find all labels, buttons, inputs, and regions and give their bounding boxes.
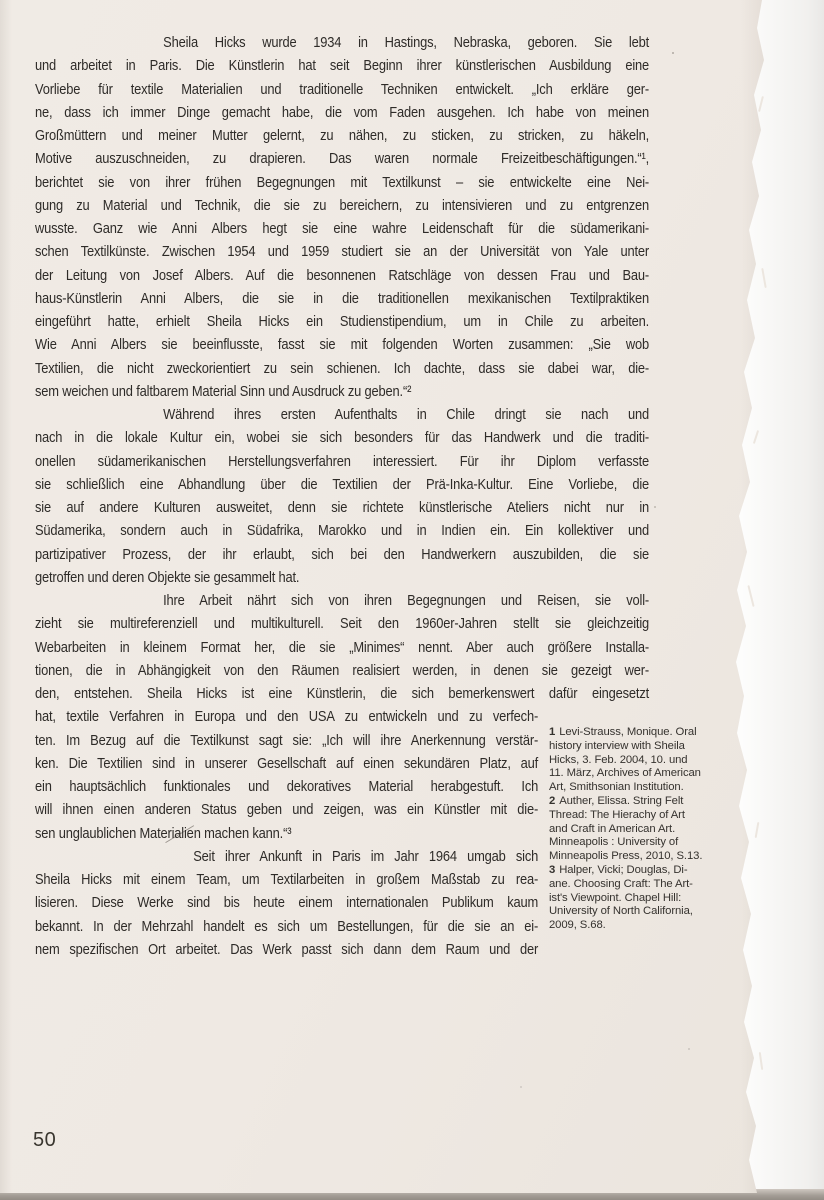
footnote-line: history interview with Sheila (549, 739, 685, 752)
footnote-number: 3 (549, 863, 556, 876)
text-line: hat, textile Verfahren in Europa und den USA zu entwickeln und zu verfech- (35, 708, 539, 726)
text-line: berichtet sie von ihrer frühen Begegnungen mit Textilkunst – sie entwickelte eine Nei- (35, 173, 650, 191)
paper-speck (520, 1086, 522, 1088)
footnote-text: Halper, Vicki; Douglas, Di- (559, 863, 688, 876)
text-line: will ihnen einen anderen Status geben und zeigen, was ein Künstler mit die- (35, 801, 539, 819)
text-line: ten. Im Bezug auf die Textilkunst sagt sie: „Ich will ihre Anerkennung verstär- (35, 731, 539, 749)
text-line: zieht sie multireferenziell und multikulturell. Seit den 1960er-Jahren stellt sie gleichzeitig (35, 615, 650, 633)
footnote-line (549, 726, 749, 740)
text-line: Motive auszuschneiden, zu drapieren. Das waren normale Freizeitbeschäftigungen.“¹, (35, 150, 650, 168)
footnote-line: Art, Smithsonian Institution. (549, 781, 684, 794)
footnote-line: ane. Choosing Craft: The Art- (549, 877, 693, 890)
paper-speck (672, 52, 674, 54)
footnote-line: Thread: The Hierachy of Art (549, 808, 685, 821)
text-line: sen unglaublichen Materialien machen kann.“³ (35, 824, 292, 842)
text-line: tionen, die in Abhängigkeit von den Räumen realisiert werden, in denen sie gezeigt wer- (35, 661, 650, 679)
text-line: partizipativer Prozess, der ihr erlaubt, sich bei den Handwerkern auszubilden, die sie (35, 545, 650, 563)
text-line: gung zu Material und Technik, die sie zu bereichern, zu intensivieren und zu entgrenzen (35, 196, 650, 214)
text-line: der Leitung von Josef Albers. Auf die besonnenen Ratschläge von dessen Frau und Bau- (35, 266, 650, 284)
footnote-line: Minneapolis Press, 2010, S.13. (549, 850, 703, 863)
footnote-number: 1 (549, 726, 556, 738)
footnote-line: 11. März, Archives of American (549, 767, 701, 780)
text-line: Während ihres ersten Aufenthalts in Chile dringt sie nach und (163, 406, 650, 423)
footnote-text: Auther, Elissa. String Felt (559, 794, 684, 807)
text-line: Textilien, die nicht zweckorientiert zu sein schienen. Ich dachte, dass sie dabei war, die- (35, 359, 650, 377)
text-line: getroffen und deren Objekte sie gesammelt hat. (35, 568, 300, 586)
text-line: ein hauptsächlich funktionales und dekoratives Material herabgestuft. Ich (35, 778, 539, 795)
text-line: und arbeitet in Paris. Die Künstlerin hat seit Beginn ihrer künstlerischen Ausbildung eine (35, 57, 650, 75)
footnotes (549, 726, 749, 933)
torn-edge-shade (741, 0, 775, 1193)
text-line: sem weichen und faltbarem Material Sinn und Ausdruck zu geben.“² (35, 382, 412, 400)
footnote-line: ist's Viewpoint. Chapel Hill: (549, 891, 682, 904)
text-line: haus-Künstlerin Anni Albers, die sie in die traditionellen mexikanischen Textilpraktiken (35, 289, 650, 307)
text-line: Sheila Hicks wurde 1934 in Hastings, Nebraska, geboren. Sie lebt (163, 34, 650, 51)
text-line: lisieren. Diese Werke sind bis heute einem internationalen Publikum kaum (35, 894, 539, 912)
footnote-line (549, 864, 749, 878)
footnote-number: 2 (549, 794, 556, 807)
text-line: Großmüttern und meiner Mutter gelernt, zu nähen, zu sticken, zu stricken, zu häkeln, (35, 127, 650, 144)
paper-fiber (747, 585, 754, 607)
paper-left-shade (0, 0, 12, 1193)
paper-fiber (759, 1052, 763, 1070)
text-line: nach in die lokale Kultur ein, wobei sie sich besonders für das Handwerk und die traditi- (35, 429, 650, 447)
text-line: nem spezifischen Ort arbeitet. Das Werk passt sich dann dem Raum und der (35, 940, 539, 958)
paper-fiber (755, 822, 760, 838)
paper-speck (654, 506, 656, 508)
text-line: schen Textilkünste. Zwischen 1954 und 1959 studiert sie an der Universität von Yale unter (35, 243, 650, 261)
page-number: 50 (33, 1129, 57, 1151)
text-line: Südamerika, sondern auch in Südafrika, Marokko und in Indien ein. Ein kollektiver und (35, 522, 650, 540)
text-line: wusste. Ganz wie Anni Albers hegt sie eine wahre Leidenschaft für die südamerikani- (35, 220, 650, 237)
text-line: ken. Die Textilien sind in unserer Gesellschaft auf einen sekundären Platz, auf (35, 754, 539, 772)
footnote-text: Levi-Strauss, Monique. Oral (559, 726, 697, 738)
footnote-line: Hicks, 3. Feb. 2004, 10. und (549, 753, 688, 766)
text-line: eingeführt hatte, erhielt Sheila Hicks ein Studienstipendium, um in Chile zu arbeiten. (35, 313, 650, 330)
footnote-line (549, 795, 749, 809)
text-line: Ihre Arbeit nährt sich von ihren Begegnungen und Reisen, sie voll- (163, 592, 650, 609)
text-line: den, entstehen. Sheila Hicks ist eine Künstlerin, die sich bemerkenswert dafür eingesetzt (35, 685, 650, 702)
paper-fiber (753, 430, 759, 444)
text-line: Webarbeiten in kleinem Format her, die sie „Minimes“ nennt. Aber auch größere Installa- (35, 638, 650, 656)
paper-fiber (758, 96, 764, 112)
text-line: Wie Anni Albers sie beeinflusste, fasst sie mit folgenden Worten zusammen: „Sie wob (35, 336, 650, 354)
footnote-line: and Craft in American Art. (549, 822, 676, 835)
text-line: sie auf andere Kulturen ausweitet, denn sie richtete künstlerische Ateliers nicht nur in (35, 499, 650, 516)
footnote-line: 2009, S.68. (549, 919, 606, 932)
text-line: Vorliebe für textile Materialien und traditionelle Techniken entwickelt. „Ich erkläre ger- (35, 80, 650, 98)
footnote-line: University of North California, (549, 905, 693, 918)
paper-speck (688, 1048, 690, 1050)
text-line: bekannt. In der Mehrzahl handelt es sich um Bestellungen, für die sie an ei- (35, 917, 539, 935)
text-line: Seit ihrer Ankunft in Paris im Jahr 1964 umgab sich (193, 847, 539, 865)
text-line: ne, dass ich immer Dinge gemacht habe, die vom Faden ausgehen. Ich habe von meinen (35, 103, 650, 121)
text-line: sie schließlich eine Abhandlung über die Textilien der Prä-Inka-Kultur. Eine Vorliebe, die (35, 475, 650, 493)
footnote-line: Minneapolis : University of (549, 836, 679, 849)
paper-fiber (761, 268, 766, 288)
text-line: Sheila Hicks mit einem Team, um Textilarbeiten in großem Maßstab zu rea- (35, 871, 539, 888)
text-line: onellen südamerikanischen Herstellungsverfahren interessiert. Für ihr Diplom verfasste (35, 452, 650, 470)
